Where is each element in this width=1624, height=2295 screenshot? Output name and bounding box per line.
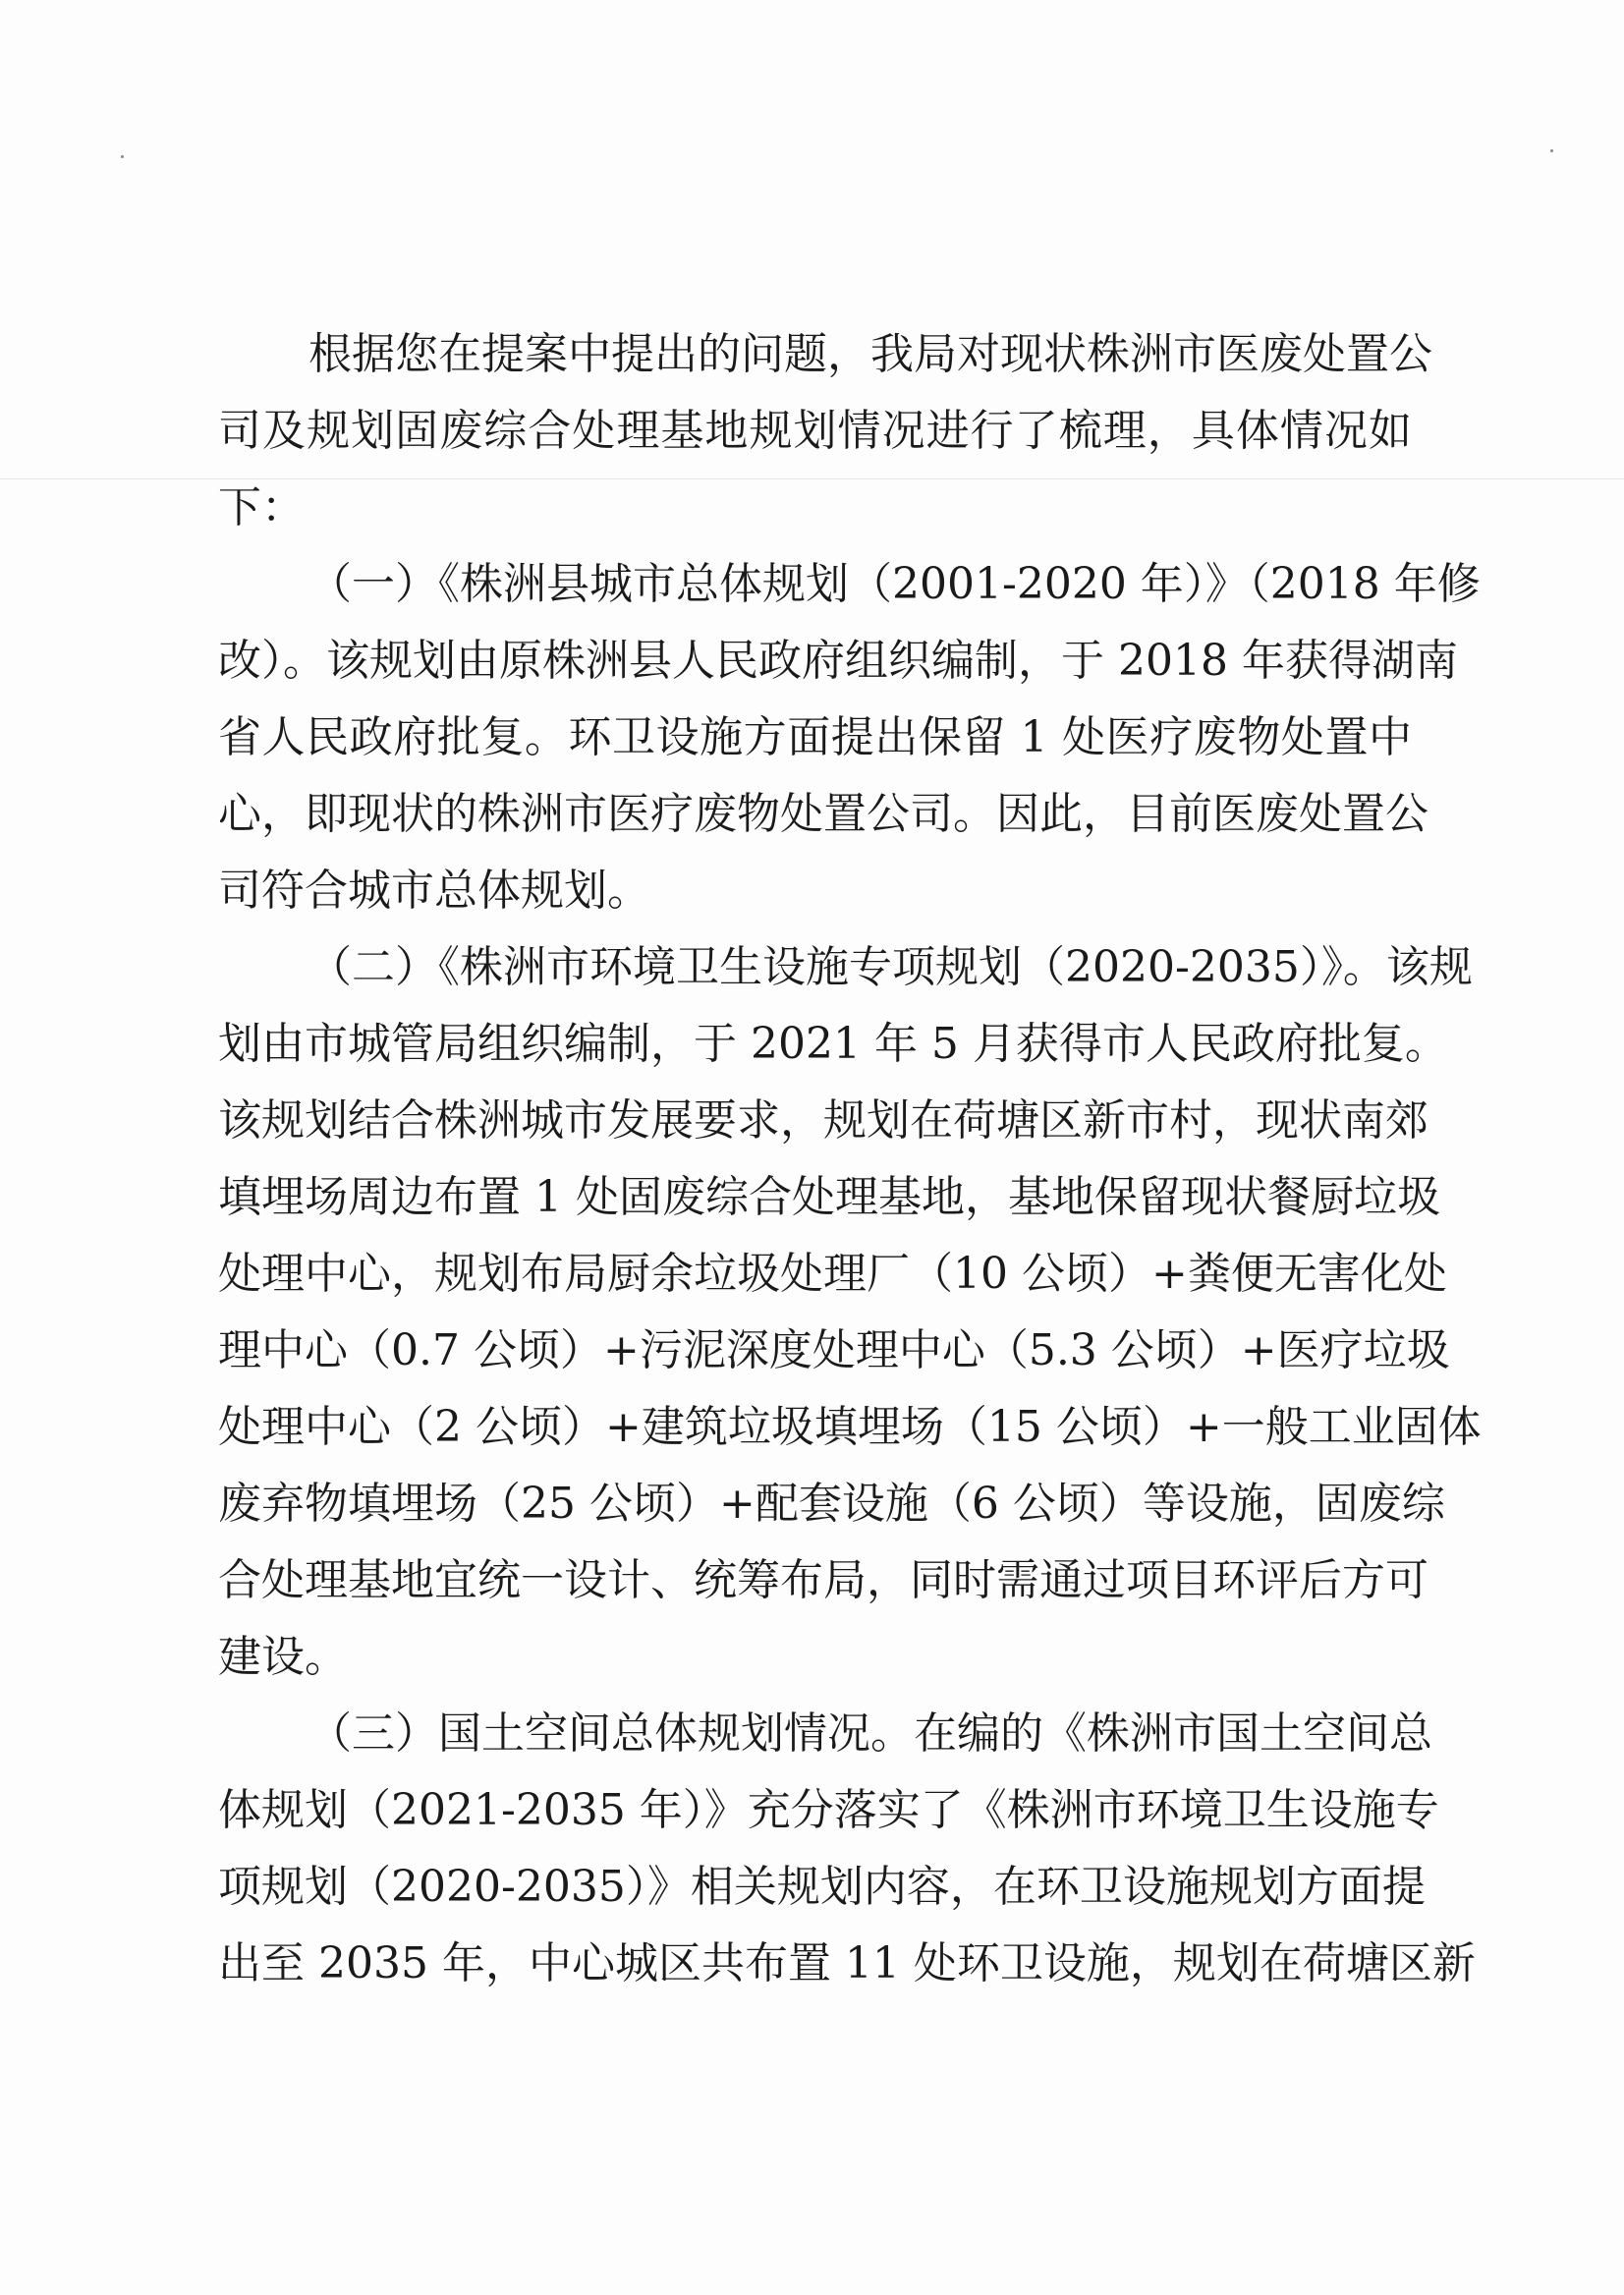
text-line: 建设。: [218, 1632, 348, 1682]
paragraph-territorial-plan: [218, 1696, 1476, 2002]
text-line: 处理中心（2 公顷）+建筑垃圾填埋场（15 公顷）+一般工业固体: [218, 1402, 1482, 1452]
text-line: 改）。该规划由原株洲县人民政府组织编制，于 2018 年获得湖南: [218, 636, 1458, 686]
text-line: 处理中心，规划布局厨余垃圾处理厂（10 公顷）+粪便无害化处: [218, 1249, 1447, 1299]
text-line: （二）《株洲市环境卫生设施专项规划（2020-2035）》。该规: [308, 942, 1473, 992]
text-line: 司符合城市总体规划。: [218, 866, 650, 916]
text-line: 司及规划固废综合处理基地规划情况进行了梳理，具体情况如: [218, 406, 1412, 456]
text-line: 根据您在提案中提出的问题，我局对现状株洲市医废处置公: [308, 329, 1432, 379]
paragraph-intro: [218, 316, 1432, 546]
document-body: [218, 316, 1482, 2002]
text-line: 理中心（0.7 公顷）+污泥深度处理中心（5.3 公顷）+医疗垃圾: [218, 1325, 1450, 1375]
paragraph-county-master-plan: [218, 546, 1481, 929]
text-line: 省人民政府批复。环卫设施方面提出保留 1 处医疗废物处置中: [218, 712, 1412, 762]
text-line: （三）国土空间总体规划情况。在编的《株洲市国土空间总: [308, 1708, 1432, 1759]
text-line: 下：: [218, 482, 305, 532]
scan-speck: [1550, 149, 1553, 152]
text-line: 划由市城管局组织编制，于 2021 年 5 月获得市人民政府批复。: [218, 1019, 1448, 1069]
paragraph-sanitation-plan: [218, 929, 1482, 1696]
text-line: （一）《株洲县城市总体规划（2001-2020 年）》（2018 年修: [308, 559, 1481, 609]
scan-speck: [121, 155, 124, 158]
text-line: 该规划结合株洲城市发展要求，规划在荷塘区新市村，现状南郊: [218, 1095, 1428, 1146]
text-line: 填埋场周边布置 1 处固废综合处理基地，基地保留现状餐厨垃圾: [218, 1172, 1440, 1222]
text-line: 废弃物填埋场（25 公顷）+配套设施（6 公顷）等设施，固废综: [218, 1479, 1445, 1529]
text-line: 出至 2035 年，中心城区共布置 11 处环卫设施，规划在荷塘区新: [218, 1938, 1476, 1988]
text-line: 合处理基地宜统一设计、统筹布局，同时需通过项目环评后方可: [218, 1555, 1428, 1605]
text-line: 体规划（2021-2035 年）》充分落实了《株洲市环境卫生设施专: [218, 1785, 1439, 1835]
text-line: 项规划（2020-2035）》相关规划内容，在环卫设施规划方面提: [218, 1862, 1426, 1912]
text-line: 心，即现状的株洲市医疗废物处置公司。因此，目前医废处置公: [218, 789, 1428, 839]
